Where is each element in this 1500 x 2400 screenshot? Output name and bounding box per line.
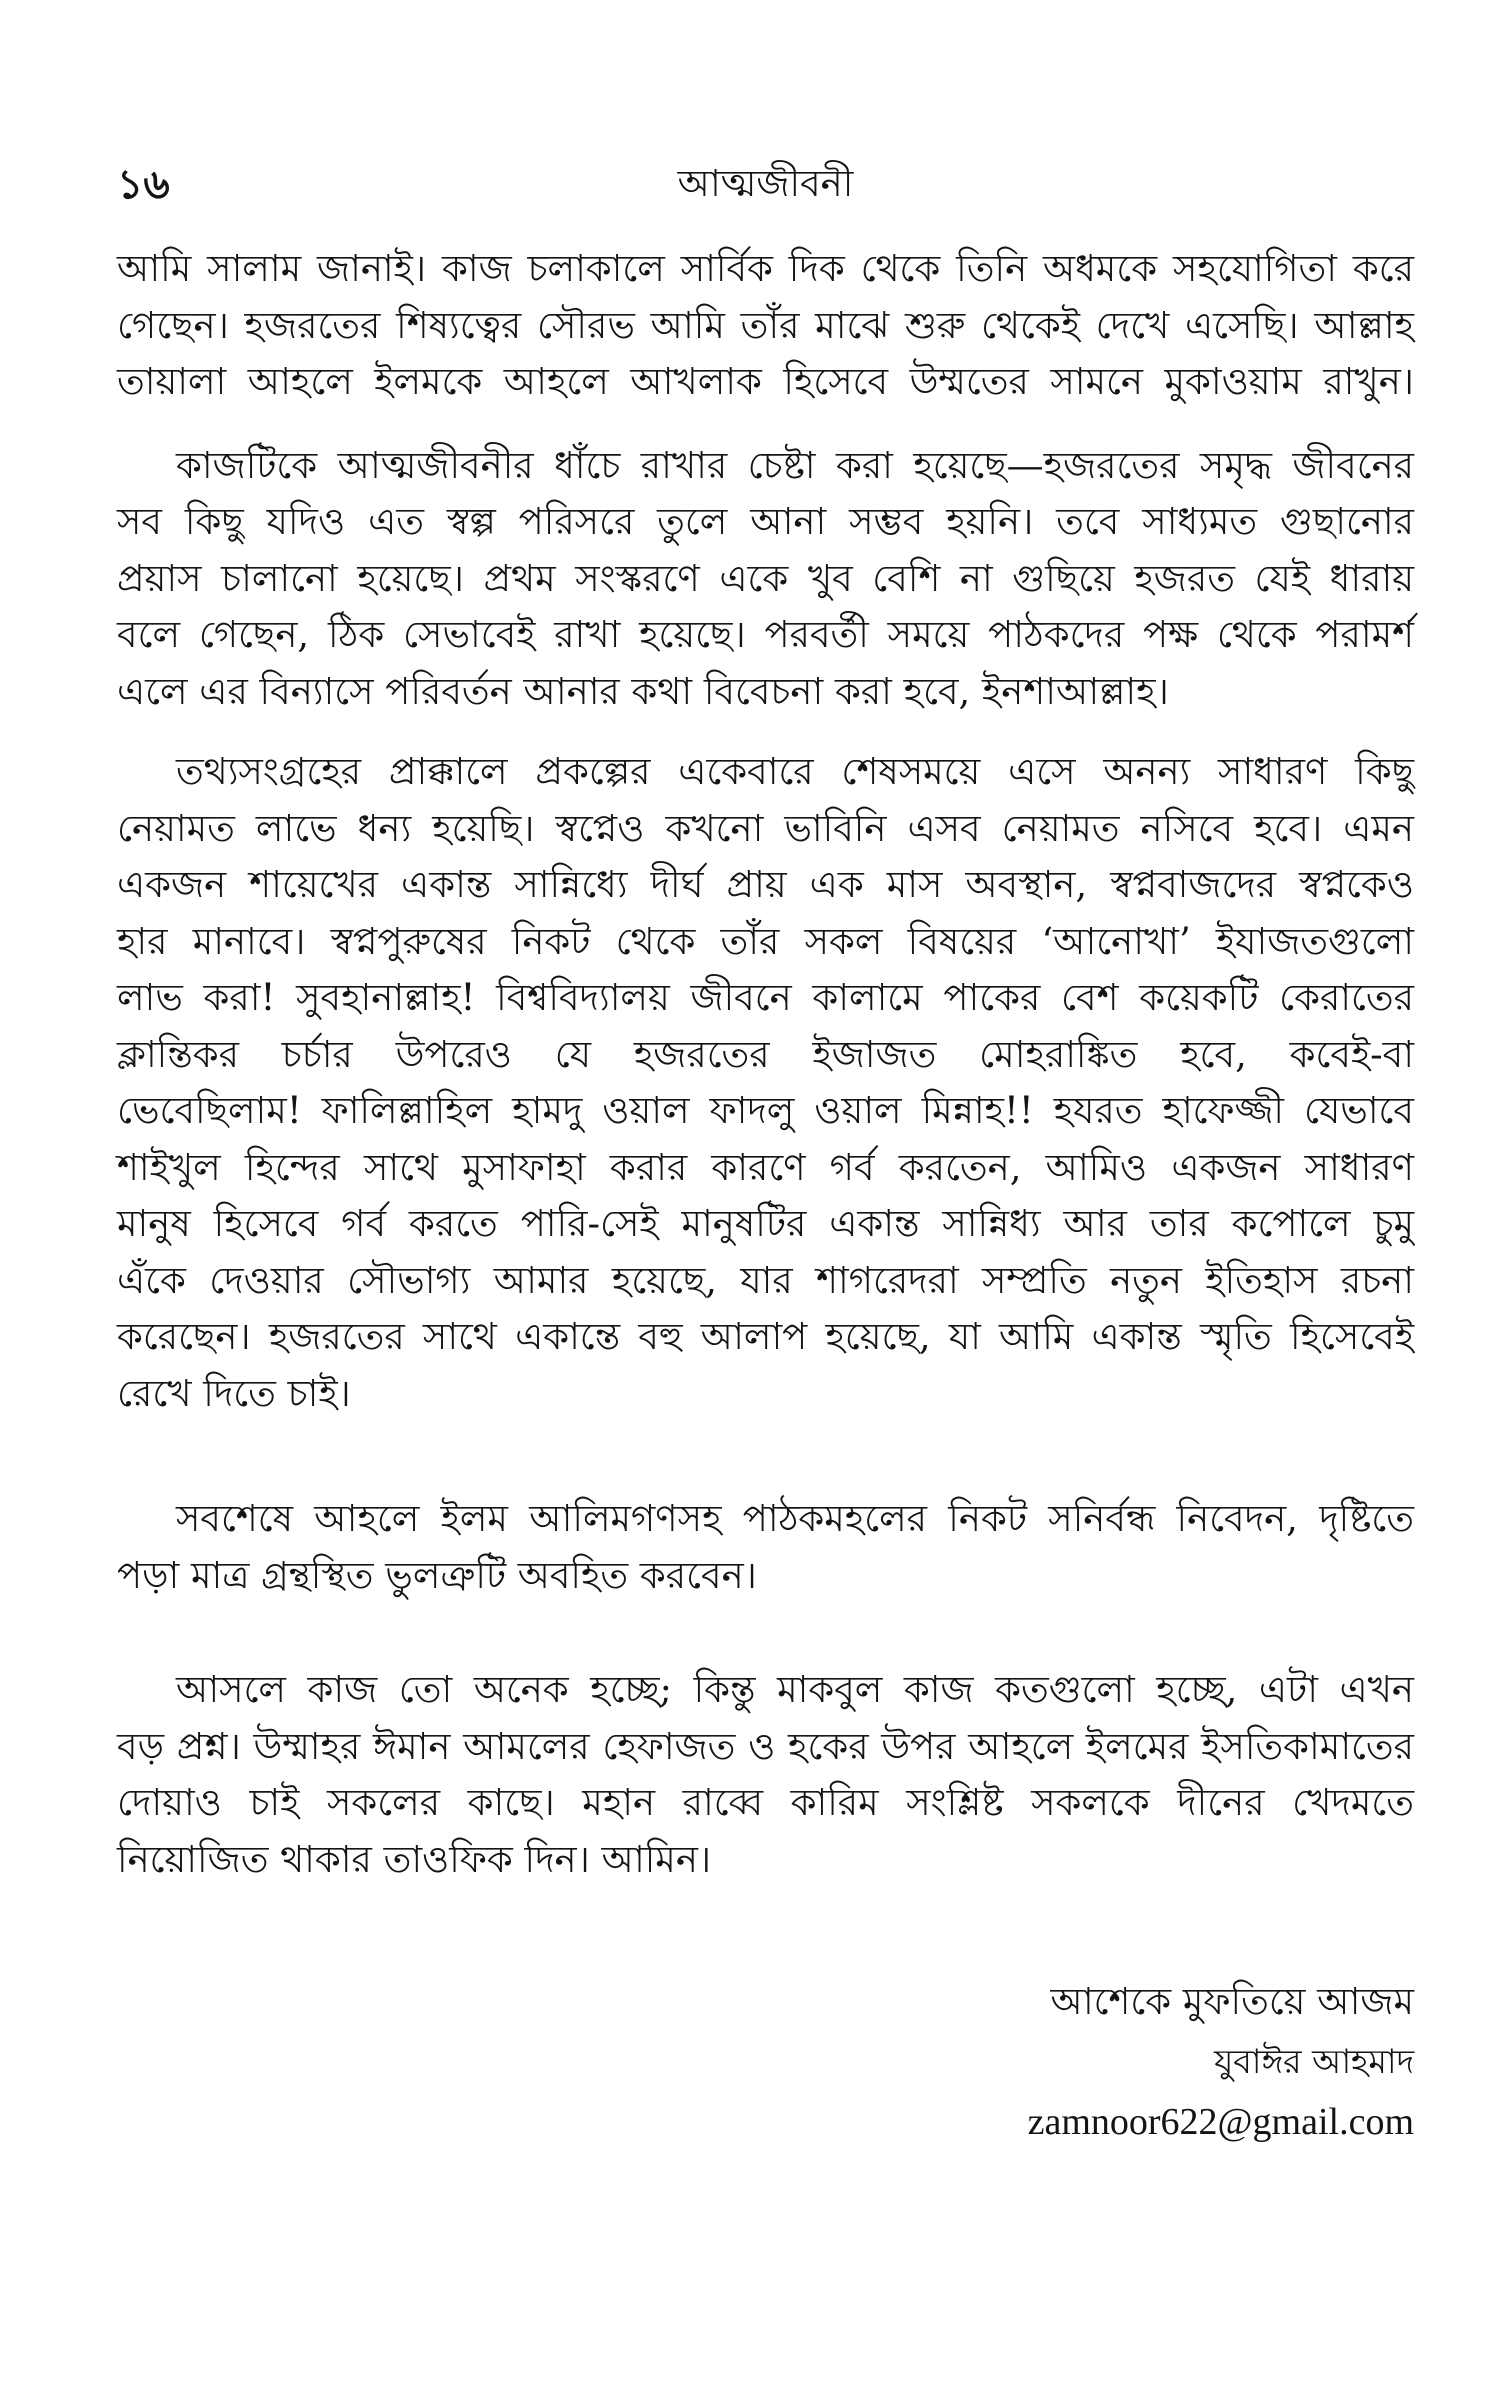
text-line: বড় প্রশ্ন। উম্মাহর ঈমান আমলের হেফাজত ও হকের উপর আহলে ইলমের ইসতিকামাতের <box>117 1724 1414 1768</box>
text-line: নিয়োজিত থাকার তাওফিক দিন। আমিন। <box>117 1837 712 1881</box>
text-line: সবশেষে আহলে ইলম আলিমগণসহ পাঠকমহলের নিকট সনির্বন্ধ নিবেদন, দৃষ্টিতে <box>176 1497 1414 1540</box>
running-header <box>117 156 1414 212</box>
text-line: বলে গেছেন, ঠিক সেভাবেই রাখা হয়েছে। পরবর্তী সময়ে পাঠকদের পক্ষ থেকে পরামর্শ <box>117 613 1414 656</box>
signature-name: যুবাঈর আহমাদ <box>1214 2042 1414 2081</box>
text-line: এলে এর বিন্যাসে পরিবর্তন আনার কথা বিবেচনা করা হবে, ইনশাআল্লাহ। <box>117 669 1169 713</box>
paragraph-2 <box>117 438 1414 721</box>
text-line: করেছেন। হজরতের সাথে একান্তে বহু আলাপ হয়েছে, যা আমি একান্ত স্মৃতি হিসেবেই <box>117 1315 1414 1358</box>
text-line: সব কিছু যদিও এত স্বল্প পরিসরে তুলে আনা সম্ভব হয়নি। তবে সাধ্যমত গুছানোর <box>117 500 1414 543</box>
signature-epithet: আশেকে মুফতিয়ে আজম <box>1050 1980 1414 2023</box>
paragraph-3 <box>117 744 1414 1422</box>
signature-block <box>1028 1972 1414 2152</box>
text-line: তথ্যসংগ্রহের প্রাক্কালে প্রকল্পের একেবারে শেষসময়ে এসে অনন্য সাধারণ কিছু <box>176 750 1414 793</box>
text-line: আমি সালাম জানাই। কাজ চলাকালে সার্বিক দিক থেকে তিনি অধমকে সহযোগিতা করে <box>117 247 1414 290</box>
text-line: ক্লান্তিকর চর্চার উপরেও যে হজরতের ইজাজত মোহরাঙ্কিত হবে, কবেই-বা <box>117 1032 1414 1076</box>
text-line: প্রয়াস চালানো হয়েছে। প্রথম সংস্করণে একে খুব বেশি না গুছিয়ে হজরত যেই ধারায় <box>117 556 1414 600</box>
text-line: আসলে কাজ তো অনেক হচ্ছে; কিন্তু মাকবুল কাজ কতগুলো হচ্ছে, এটা এখন <box>176 1668 1414 1711</box>
paragraph-5 <box>117 1662 1414 1888</box>
text-line: নেয়ামত লাভে ধন্য হয়েছি। স্বপ্নেও কখনো ভাবিনি এসব নেয়ামত নসিবে হবে। এমন <box>117 806 1414 850</box>
text-line: দোয়াও চাই সকলের কাছে। মহান রাব্বে কারিম সংশ্লিষ্ট সকলকে দীনের খেদমতে <box>117 1781 1414 1824</box>
paragraph-4 <box>117 1491 1414 1604</box>
body-text <box>117 241 1414 1888</box>
text-line: হার মানাবে। স্বপ্নপুরুষের নিকট থেকে তাঁর সকল বিষয়ের ‘আনোখা’ ইযাজতগুলো <box>117 919 1414 963</box>
text-line: শাইখুল হিন্দের সাথে মুসাফাহা করার কারণে গর্ব করতেন, আমিও একজন সাধারণ <box>117 1145 1414 1189</box>
text-line: একজন শায়েখের একান্ত সান্নিধ্যে দীর্ঘ প্রায় এক মাস অবস্থান, স্বপ্নবাজদের স্বপ্নকেও <box>117 863 1414 906</box>
page-number: ১৬ <box>117 160 170 208</box>
text-line: মানুষ হিসেবে গর্ব করতে পারি-সেই মানুষটির একান্ত সান্নিধ্য আর তার কপোলে চুমু <box>117 1202 1414 1245</box>
text-line: তায়ালা আহলে ইলমকে আহলে আখলাক হিসেবে উম্মতের সামনে মুকাওয়াম রাখুন। <box>117 360 1414 403</box>
paragraph-1 <box>117 241 1414 411</box>
text-line: এঁকে দেওয়ার সৌভাগ্য আমার হয়েছে, যার শাগরেদরা সম্প্রতি নতুন ইতিহাস রচনা <box>117 1258 1414 1302</box>
text-line: গেছেন। হজরতের শিষ্যত্বের সৌরভ আমি তাঁর মাঝে শুরু থেকেই দেখে এসেছি। আল্লাহ <box>117 303 1414 347</box>
text-line: রেখে দিতে চাই। <box>117 1371 351 1415</box>
text-line: কাজটিকে আত্মজীবনীর ধাঁচে রাখার চেষ্টা করা হয়েছে—হজরতের সমৃদ্ধ জীবনের <box>176 443 1414 487</box>
signature-email: zamnoor622@gmail.com <box>1027 2101 1414 2143</box>
text-line: লাভ করা! সুবহানাল্লাহ! বিশ্ববিদ্যালয় জীবনে কালামে পাকের বেশ কয়েকটি কেরাতের <box>117 976 1414 1019</box>
running-title: আত্মজীবনী <box>677 162 854 205</box>
text-line: পড়া মাত্র গ্রন্থস্থিত ভুলত্রুটি অবহিত করবেন। <box>117 1553 757 1597</box>
text-line: ভেবেছিলাম! ফালিল্লাহিল হামদু ওয়াল ফাদলু ওয়াল মিন্নাহ!! হযরত হাফেজ্জী যেভাবে <box>117 1089 1414 1132</box>
